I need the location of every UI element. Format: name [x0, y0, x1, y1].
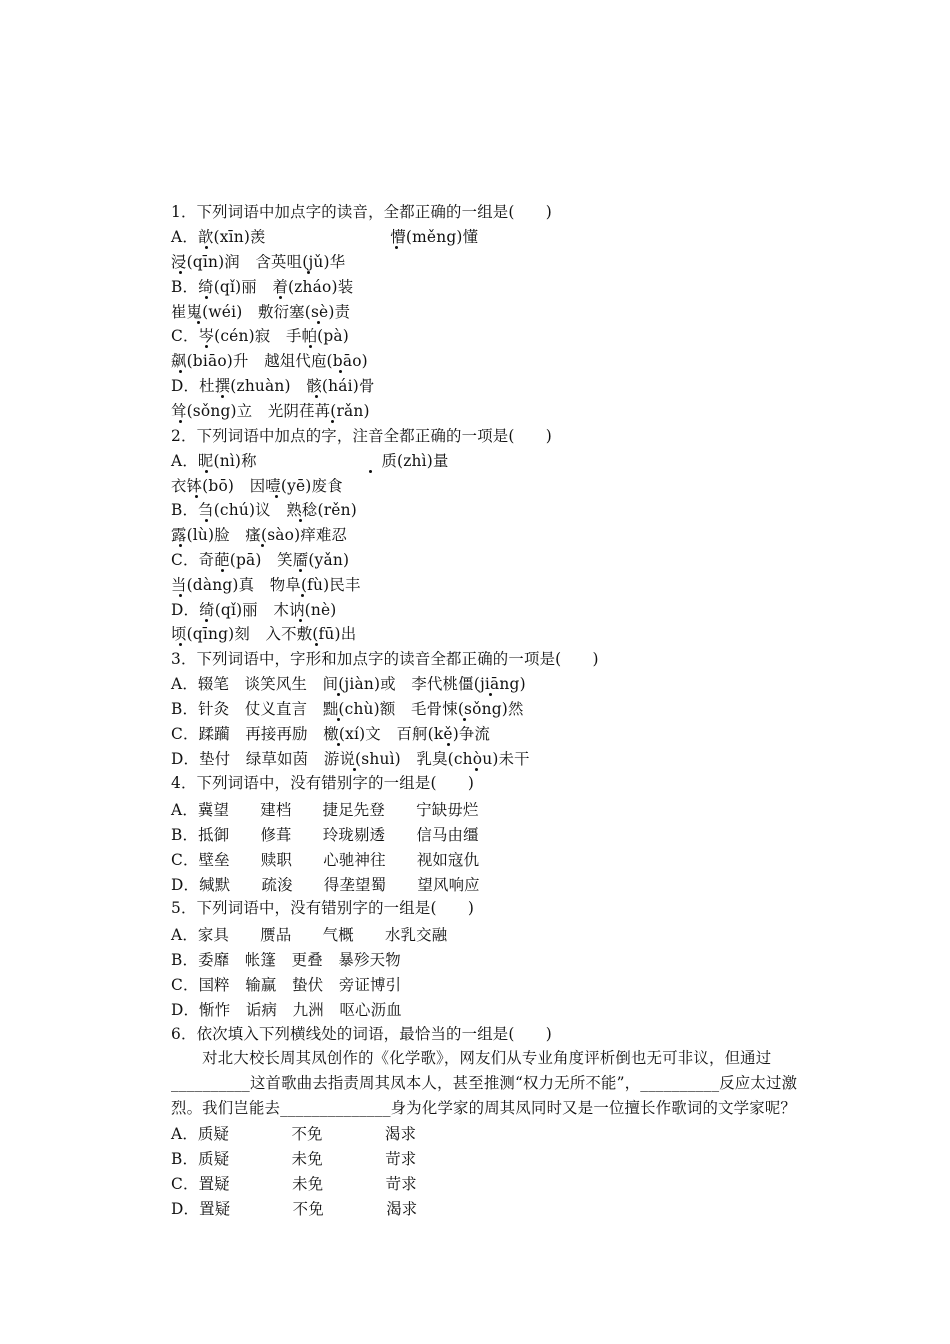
q3-option-d: D．垫付 绿草如茵 游说(shuì) 乳臭(chòu)未干	[171, 750, 530, 768]
q6-passage: 对北大校长周其凤创作的《化学歌》，网友们从专业角度评析倒也无可非议，但通过__________这首歌曲去指责周其凤本人，甚至推测“权力无所不能”，__________反应太过激烈。我们岂能去______________身为化学家的周其凤同时又是一位擅长作歌词的文学家呢？	[171, 1049, 798, 1117]
q2-option-b-cont: 露(lù)脸 瘙(sào)痒难忍	[171, 526, 348, 544]
emphasis-dot	[221, 569, 224, 572]
q1-option-b-cont: 崔嵬(wéi) 敷衍塞(sè)责	[171, 303, 351, 321]
q1-option-b: B．绮(qǐ)丽 着(zháo)装	[171, 278, 354, 296]
q1-option-c-cont: 飙(biāo)升 越俎代庖(bāo)	[171, 352, 368, 370]
q5-option-b: B．委靡 帐篷 更叠 暴殄天物	[171, 951, 401, 969]
q3-stem: 3．下列词语中，字形和加点字的读音全都正确的一项是( )	[171, 650, 599, 668]
q1-stem: 1．下列词语中加点字的读音，全都正确的一组是( )	[171, 203, 552, 221]
q4-option-d: D．缄默 疏浚 得垄望蜀 望风响应	[171, 876, 480, 894]
q3-option-b: B．针灸 仗义直言 黜(chù)额 毛骨悚(sǒng)然	[171, 700, 524, 718]
q6-stem: 6．依次填入下列横线处的词语，最恰当的一组是( )	[171, 1025, 552, 1043]
emphasis-dot	[205, 470, 208, 473]
q2-option-c-cont: 当(dàng)真 物阜(fù)民丰	[171, 576, 361, 594]
emphasis-dot	[299, 619, 302, 622]
emphasis-dot	[337, 718, 340, 721]
emphasis-dot	[179, 271, 182, 274]
emphasis-dot	[179, 594, 182, 597]
emphasis-dot	[307, 271, 310, 274]
emphasis-dot	[339, 370, 342, 373]
q3-option-c: C．蹂躏 再接再励 檄(xí)文 百舸(kě)争流	[171, 725, 491, 743]
q1-option-d-cont: 耸(sǒng)立 光阴荏苒(rǎn)	[171, 402, 370, 420]
q2-option-b: B．刍(chú)议 熟稔(rěn)	[171, 501, 357, 519]
emphasis-dot	[331, 420, 334, 423]
emphasis-dot	[447, 743, 450, 746]
q4-option-a: A．冀望 建档 捷足先登 宁缺毋烂	[171, 801, 479, 819]
emphasis-dot	[275, 495, 278, 498]
q2-option-c: C．奇葩(pā) 笑靥(yǎn)	[171, 551, 350, 569]
emphasis-dot	[301, 594, 304, 597]
emphasis-dot	[475, 768, 478, 771]
emphasis-dot	[337, 743, 340, 746]
emphasis-dot	[315, 643, 318, 646]
q6-option-a: A．质疑 不免 渴求	[171, 1125, 417, 1143]
q4-option-b: B．抵御 修葺 玲珑剔透 信马由缰	[171, 826, 479, 844]
emphasis-dot	[205, 519, 208, 522]
q2-option-d: D．绮(qǐ)丽 木讷(nè)	[171, 601, 337, 619]
emphasis-dot	[299, 519, 302, 522]
emphasis-dot	[315, 395, 318, 398]
emphasis-dot	[205, 619, 208, 622]
q6-option-c: C．置疑 未免 苛求	[171, 1175, 417, 1193]
q3-option-a: A．辍笔 谈笑风生 间(jiàn)或 李代桃僵(jiāng)	[171, 675, 526, 693]
q1-option-a: A．歆(xīn)羡 懵(měng)懂	[171, 228, 479, 246]
emphasis-dot	[221, 395, 224, 398]
q6-option-b: B．质疑 未免 苛求	[171, 1150, 417, 1168]
emphasis-dot	[395, 246, 398, 249]
q1-option-d: D．杜撰(zhuàn) 骸(hái)骨	[171, 377, 375, 395]
q5-option-c: C．国粹 输赢 蛰伏 旁证博引	[171, 976, 402, 994]
q6-option-d: D．置疑 不免 渴求	[171, 1200, 418, 1218]
emphasis-dot	[179, 544, 182, 547]
emphasis-dot	[317, 321, 320, 324]
emphasis-dot	[179, 643, 182, 646]
q2-option-a-cont: 衣钵(bō) 因噎(yē)废食	[171, 477, 343, 495]
emphasis-dot	[369, 470, 372, 473]
emphasis-dot	[179, 370, 182, 373]
emphasis-dot	[299, 569, 302, 572]
q5-option-a: A．家具 赝品 气概 水乳交融	[171, 926, 448, 944]
q4-stem: 4．下列词语中，没有错别字的一组是( )	[171, 774, 475, 792]
emphasis-dot	[337, 693, 340, 696]
q5-option-d: D．惭怍 诟病 九洲 呕心沥血	[171, 1001, 402, 1019]
q1-option-c: C．岑(cén)寂 手帕(pà)	[171, 327, 350, 345]
emphasis-dot	[279, 296, 282, 299]
q2-option-a: A．昵(nì)称 质(zhì)量	[171, 452, 449, 470]
emphasis-dot	[195, 495, 198, 498]
emphasis-dot	[309, 345, 312, 348]
q5-stem: 5．下列词语中，没有错别字的一组是( )	[171, 899, 475, 917]
emphasis-dot	[205, 246, 208, 249]
emphasis-dot	[197, 321, 200, 324]
emphasis-dot	[261, 544, 264, 547]
emphasis-dot	[205, 345, 208, 348]
q4-option-c: C．壁垒 赎职 心驰神往 视如寇仇	[171, 851, 480, 869]
q2-stem: 2．下列词语中加点的字，注音全都正确的一项是( )	[171, 427, 552, 445]
q1-option-a-cont: 浸(qīn)润 含英咀(jǔ)华	[171, 253, 346, 271]
emphasis-dot	[205, 296, 208, 299]
emphasis-dot	[179, 420, 182, 423]
emphasis-dot	[489, 693, 492, 696]
q2-option-d-cont: 顷(qīng)刻 入不敷(fū)出	[171, 625, 357, 643]
emphasis-dot	[353, 768, 356, 771]
emphasis-dot	[463, 718, 466, 721]
